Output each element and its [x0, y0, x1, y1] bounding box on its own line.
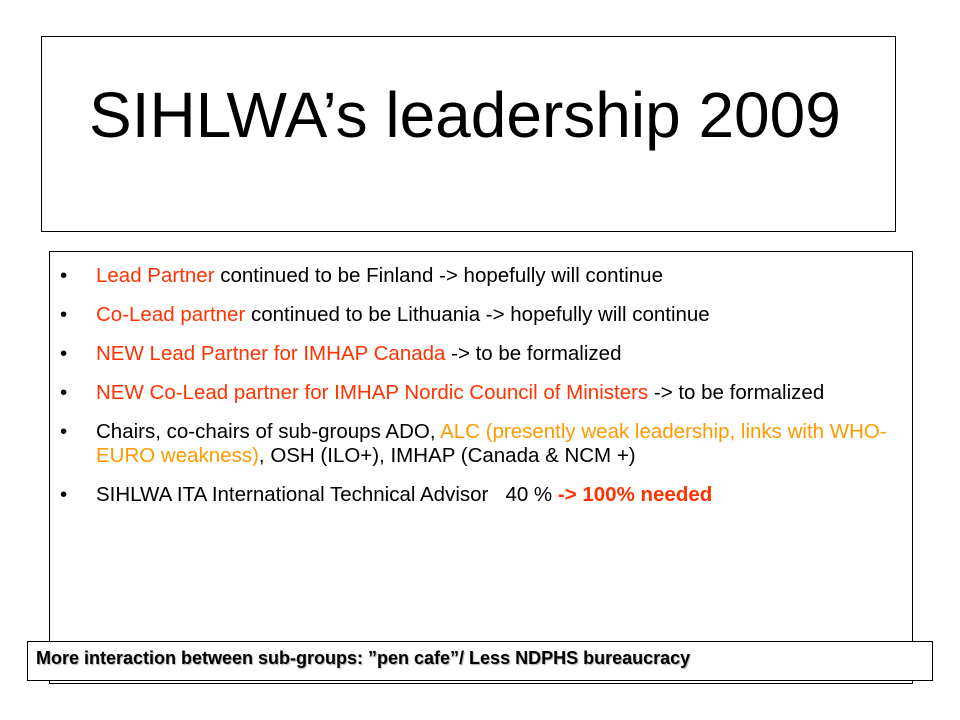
bullet-rest-text: continued to be Finland -> hopefully will continue [214, 264, 663, 287]
bullet-item-new-lead-partner [60, 342, 900, 366]
bullet-lead-text: Lead Partner [96, 264, 215, 287]
bullet-post-text: , OSH (ILO+), IMHAP (Canada & NCM +) [258, 444, 636, 467]
bullet-list [60, 264, 900, 522]
bullet-item-co-lead-partner [60, 303, 900, 327]
bullet-item-ita-advisor [60, 483, 900, 507]
bullet-rest-text: -> to be formalized [445, 342, 622, 365]
bullet-pre-text: Chairs, co-chairs of sub-groups ADO, [96, 420, 441, 443]
footer-callout [27, 641, 933, 681]
slide-title: SIHLWA’s leadership 2009 [89, 79, 841, 151]
footer-text: More interaction between sub-groups: ”pen cafe”/ Less NDPHS bureaucracy [36, 648, 691, 668]
bullet-glyph: • [60, 342, 68, 365]
bullet-glyph: • [60, 303, 68, 326]
bullet-item-new-co-lead-partner [60, 381, 900, 405]
bullet-rest-text: -> to be formalized [648, 381, 825, 404]
bullet-item-chairs [60, 420, 900, 468]
bullet-glyph: • [60, 381, 68, 404]
bullet-highlight-text: -> 100% needed [557, 483, 713, 506]
bullet-highlight-text: ALC (presently weak leadership, links with WHO-EURO weakness) [96, 420, 887, 467]
bullet-glyph: • [60, 483, 68, 506]
bullet-rest-text: continued to be Lithuania -> hopefully will continue [245, 303, 710, 326]
title-box [41, 36, 896, 232]
content-box [49, 251, 913, 684]
bullet-glyph: • [60, 420, 68, 443]
bullet-lead-text: Co-Lead partner [96, 303, 246, 326]
bullet-lead-text: NEW Co-Lead partner for IMHAP Nordic Council of Ministers [96, 381, 649, 404]
bullet-lead-text: NEW Lead Partner for IMHAP Canada [96, 342, 446, 365]
bullet-item-lead-partner [60, 264, 900, 288]
bullet-pre-text: SIHLWA ITA International Technical Advisor 40 % [96, 483, 558, 506]
bullet-glyph: • [60, 264, 68, 287]
